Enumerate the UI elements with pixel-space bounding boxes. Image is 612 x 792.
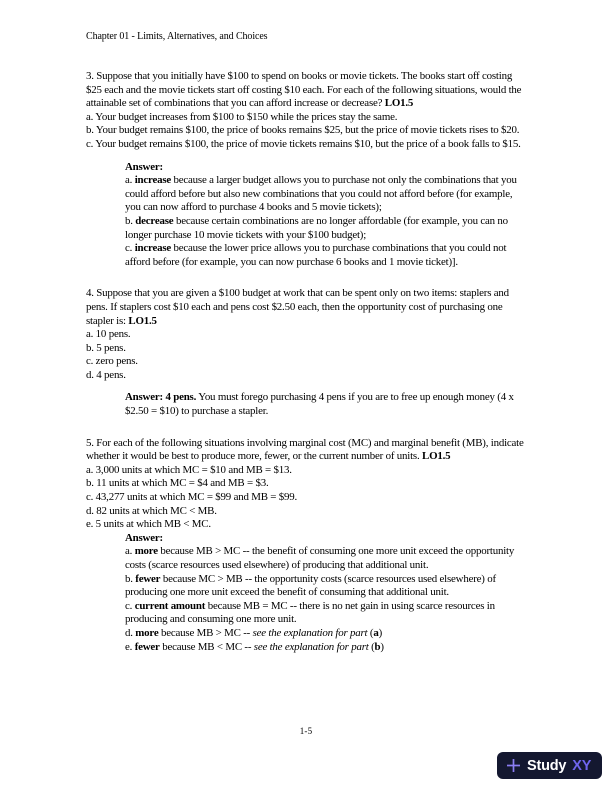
question-3-answer-label: Answer: [125, 160, 163, 173]
question-4-answer: Answer: 4 pens. You must forego purchasing 4 pens if you are to free up enough money (4 x $2.50 = $10) to purchase a stapler. [125, 391, 514, 418]
logo-text-primary: Study [527, 757, 567, 774]
question-5-option-e: e. 5 units at which MB < MC. [86, 518, 211, 531]
question-3-answer-c: c. increase because the lower price allows you to purchase combinations that you could not afford before (for example, you can now purchase 6 books and 1 movie ticket)]. [125, 242, 507, 268]
document-body [86, 70, 527, 654]
question-5: 5. For each of the following situations involving marginal cost (MC) and marginal benefit (MB), indicate whether it would be best to produce more, fewer, or the current number of units. LO1.5 [86, 436, 524, 463]
question-5-answer-b: b. fewer because MC > MB -- the opportunity costs (scarce resources used elsewhere) of producing one more unit exceed the benefit of consuming that additional unit. [125, 572, 496, 599]
studyxy-logo [497, 752, 602, 779]
question-3-option-b: b. Your budget remains $100, the price of books remains $25, but the price of movie tickets rises to $20. [86, 124, 520, 137]
question-4-option-a: a. 10 pens. [86, 328, 131, 341]
question-3-option-a: a. Your budget increases from $100 to $150 while the prices stay the same. [86, 110, 398, 123]
question-4-option-d: d. 4 pens. [86, 368, 126, 381]
question-5-answer-label: Answer: [125, 531, 163, 544]
question-5-option-c: c. 43,277 units at which MC = $99 and MB = $99. [86, 491, 298, 504]
question-5-answer-c: c. current amount because MB = MC -- there is no net gain in using scarce resources in producing and consuming one more unit. [125, 599, 495, 626]
page-number: 1-5 [299, 726, 313, 736]
question-3-answer-a: a. increase because a larger budget allows you to purchase not only the combinations that you could afford before but also new combinations that you could not afford before (for example, you can now afford to purchase 4 books and 5 movie tickets); [125, 174, 517, 214]
question-3: 3. Suppose that you initially have $100 to spend on books or movie tickets. The books start off costing $25 each and the movie tickets start off costing $10 each. For each of the following situations, would the attainable set of combinations that you can afford increase or decrease? LO1.5 [86, 70, 522, 110]
question-3-answer-b: b. decrease because certain combinations are no longer affordable (for example, you can no longer purchase 10 movie tickets with your $100 budget); [125, 214, 508, 241]
logo-text-secondary: XY [572, 757, 592, 774]
question-5-answer-d: d. more because MB > MC -- see the explanation for part (a) [125, 626, 383, 639]
question-5-option-a: a. 3,000 units at which MC = $10 and MB = $13. [86, 463, 292, 476]
question-4: 4. Suppose that you are given a $100 budget at work that can be spent only on two items: staplers and pens. If staplers cost $10 each and pens cost $2.50 each, then the opportunity cost of purchasing one stapler is: LO1.5 [86, 287, 509, 327]
page-header: Chapter 01 - Limits, Alternatives, and Choices [86, 31, 268, 42]
question-5-answer-e: e. fewer because MB < MC -- see the explanation for part (b) [125, 640, 384, 653]
question-4-option-b: b. 5 pens. [86, 341, 126, 354]
question-3-option-c: c. Your budget remains $100, the price of movie tickets remains $10, but the price of a book falls to $15. [86, 137, 521, 150]
question-5-option-b: b. 11 units at which MC = $4 and MB = $3. [86, 477, 269, 490]
question-4-option-c: c. zero pens. [86, 355, 138, 368]
question-5-option-d: d. 82 units at which MC < MB. [86, 504, 217, 517]
question-5-answer-a: a. more because MB > MC -- the benefit of consuming one more unit exceed the opportunity costs (scarce resources used elsewhere) of producing that additional unit. [125, 545, 515, 571]
plus-icon [506, 758, 521, 773]
